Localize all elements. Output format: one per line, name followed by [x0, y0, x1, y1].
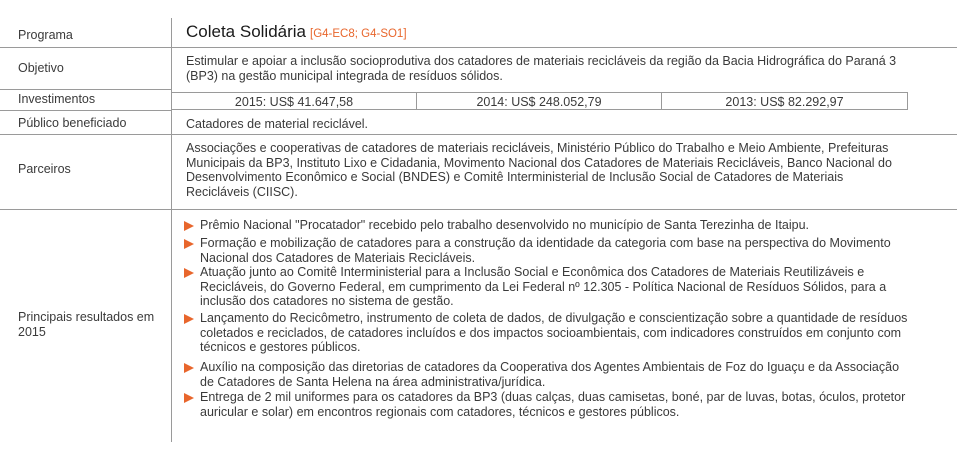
investment-2015: 2015: US$ 41.647,58: [172, 92, 417, 110]
publico-text: Catadores de material reciclável.: [186, 117, 369, 131]
result-item: Auxílio na composição das diretorias de catadores da Cooperativa dos Agentes Ambientais de Foz do Iguaçu e da Associação de Catadores de Santa Helena na área administrativa/jurídica.: [182, 360, 909, 389]
row-divider: [0, 110, 172, 111]
investment-2014: 2014: US$ 248.052,79: [417, 92, 662, 110]
result-item: Formação e mobilização de catadores para a construção da identidade da categoria com base na perspectiva do Movimento Nacional dos Catadores de Materiais Recicláveis.: [182, 236, 909, 265]
result-item: Entrega de 2 mil uniformes para os catadores da BP3 (duas calças, duas camisetas, boné, par de luvas, botas, óculos, protetor auricular e solar) em encontros regionais com catadores, técnicos e gestores públicos.: [182, 390, 909, 419]
bullet-arrow-icon: [184, 268, 194, 278]
result-item: Lançamento do Recicômetro, instrumento de coleta de dados, de divulgação e conscientização sobre a quantidade de resíduos coletados e reciclados, de catadores incluídos e dos impactos socioambientais, com indicadores construídos em conjunto com técnicos e gestores públicos.: [182, 311, 909, 355]
investimentos-label: Investimentos: [18, 92, 96, 106]
programa-label: Programa: [18, 28, 73, 42]
objetivo-text: Estimular e apoiar a inclusão socioprodutiva dos catadores de materiais recicláveis da região da Bacia Hidrográfica do Paraná 3 (BP3) na gestão municipal integrada de resíduos sólidos.: [186, 54, 897, 83]
program-title: Coleta Solidária: [186, 22, 307, 41]
objetivo-label: Objetivo: [18, 61, 64, 75]
row-divider: [0, 209, 957, 210]
parceiros-text: Associações e cooperativas de catadores de materiais recicláveis, Ministério Público do Trabalho e Meio Ambiente, Prefeituras Municipais da BP3, Instituto Lixo e Cidadania, Movimento Nacional dos Catadores de Materiais Recicláveis, Banco Nacional do Desenvolvimento Econômico e Social (BNDES) e Comitê Interministerial de Inclusão Social de Catadores de Materiais Recicláveis (CIISC).: [186, 141, 892, 199]
row-divider: [0, 89, 172, 90]
investment-2013: 2013: US$ 82.292,97: [662, 92, 908, 110]
bullet-arrow-icon: [184, 363, 194, 373]
resultados-label: Principais resultados em 2015: [18, 310, 155, 339]
publico-label: Público beneficiado: [18, 116, 127, 130]
page-title: [186, 22, 407, 42]
row-divider: [0, 47, 957, 48]
bullet-arrow-icon: [184, 393, 194, 403]
bullet-arrow-icon: [184, 221, 194, 231]
result-item: Atuação junto ao Comitê Interministerial para a Inclusão Social e Econômica dos Catadores de Materiais Reutilizáveis e Recicláveis, do Governo Federal, em cumprimento da Lei Federal nº 12.305 - Política Nacional de Resíduos Sólidos, para a inclusão dos catadores no sistema de gestão.: [182, 265, 909, 309]
parceiros-label: Parceiros: [18, 162, 71, 176]
row-divider: [0, 134, 957, 135]
column-divider: [171, 18, 172, 442]
bullet-arrow-icon: [184, 314, 194, 324]
result-item: Prêmio Nacional "Procatador" recebido pelo trabalho desenvolvido no município de Santa Terezinha de Itaipu.: [182, 218, 909, 233]
bullet-arrow-icon: [184, 239, 194, 249]
gri-code: [G4-EC8; G4-SO1]: [310, 28, 407, 40]
